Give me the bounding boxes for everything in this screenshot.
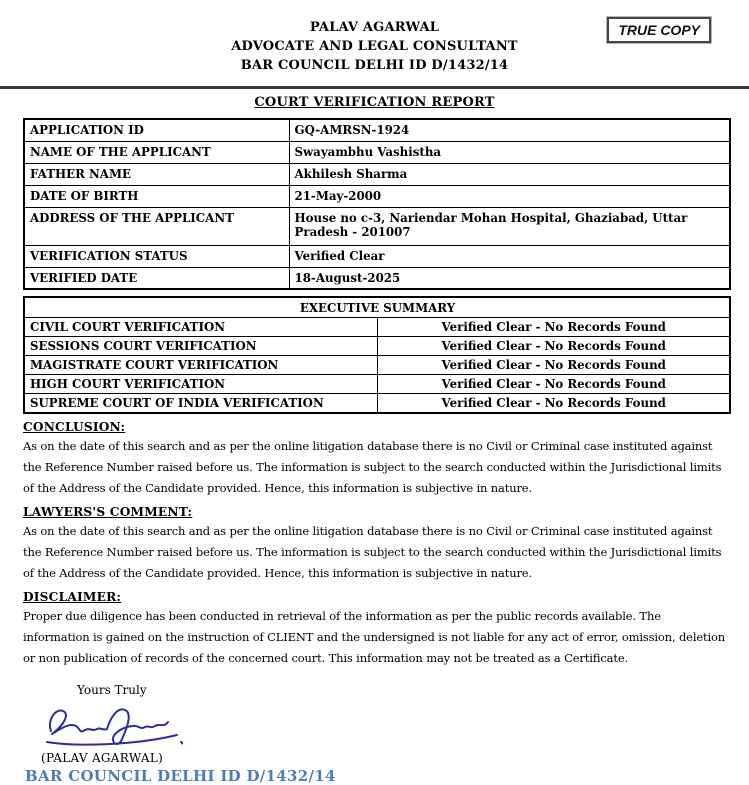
executive-summary-table bbox=[23, 296, 731, 414]
table-row bbox=[24, 141, 730, 163]
detail-label: VERIFIED DATE bbox=[24, 267, 289, 289]
lawyers-comment-body: As on the date of this search and as per the online litigation database there is no Civil or Criminal case instituted against the Reference Number raised before us. The information is subject to the search conducted within the Jurisdictional limits of the Address of the Candidate provided. Hence, this information is subjective in nature. bbox=[23, 524, 722, 580]
header-divider bbox=[0, 86, 749, 89]
detail-value: Swayambhu Vashistha bbox=[289, 141, 730, 163]
table-row bbox=[24, 119, 730, 141]
table-row bbox=[24, 318, 730, 337]
applicant-details-table bbox=[23, 118, 731, 290]
table-row bbox=[24, 163, 730, 185]
court-label: CIVIL COURT VERIFICATION bbox=[24, 318, 377, 337]
detail-label: DATE OF BIRTH bbox=[24, 185, 289, 207]
detail-value: 18-August-2025 bbox=[289, 267, 730, 289]
signatory-name: (PALAV AGARWAL) bbox=[41, 751, 164, 765]
court-label: HIGH COURT VERIFICATION bbox=[24, 375, 377, 394]
lawyers-comment-section bbox=[23, 505, 726, 584]
detail-value: House no c-3, Nariendar Mohan Hospital, Ghaziabad, Uttar Pradesh - 201007 bbox=[289, 207, 730, 245]
letterhead-bar-id: BAR COUNCIL DELHI ID D/1432/14 bbox=[240, 58, 509, 73]
yours-truly-text: Yours Truly bbox=[77, 683, 147, 697]
court-result: Verified Clear - No Records Found bbox=[377, 394, 730, 414]
table-row bbox=[24, 394, 730, 414]
detail-value: GQ-AMRSN-1924 bbox=[289, 119, 730, 141]
disclaimer-section bbox=[23, 590, 726, 669]
conclusion-heading: CONCLUSION: bbox=[23, 420, 126, 434]
disclaimer-body: Proper due diligence has been conducted in retrieval of the information as per the public records available. The information is gained on the instruction of CLIENT and the undersigned is not liable for any act of error, omission, deletion or non publication of records of the concerned court. This information may not be treated as a Certificate. bbox=[23, 609, 726, 665]
conclusion-body: As on the date of this search and as per the online litigation database there is no Civil or Criminal case instituted against the Reference Number raised before us. The information is subject to the search conducted within the Jurisdictional limits of the Address of the Candidate provided. Hence, this information is subjective in nature. bbox=[23, 439, 722, 495]
table-header-row bbox=[24, 297, 730, 318]
signatory-bar-id: BAR COUNCIL DELHI ID D/1432/14 bbox=[25, 767, 336, 785]
court-label: SUPREME COURT OF INDIA VERIFICATION bbox=[24, 394, 377, 414]
executive-summary-title: EXECUTIVE SUMMARY bbox=[24, 297, 730, 318]
court-label: MAGISTRATE COURT VERIFICATION bbox=[24, 356, 377, 375]
report-title: COURT VERIFICATION REPORT bbox=[254, 95, 495, 110]
table-row bbox=[24, 337, 730, 356]
table-row bbox=[24, 245, 730, 267]
court-result: Verified Clear - No Records Found bbox=[377, 375, 730, 394]
court-result: Verified Clear - No Records Found bbox=[377, 356, 730, 375]
detail-value: Akhilesh Sharma bbox=[289, 163, 730, 185]
detail-label: APPLICATION ID bbox=[24, 119, 289, 141]
court-result: Verified Clear - No Records Found bbox=[377, 337, 730, 356]
detail-value: Verified Clear bbox=[289, 245, 730, 267]
disclaimer-heading: DISCLAIMER: bbox=[23, 590, 122, 604]
signature-ink bbox=[37, 701, 192, 751]
table-row bbox=[24, 185, 730, 207]
table-row bbox=[24, 356, 730, 375]
letterhead-title: ADVOCATE AND LEGAL CONSULTANT bbox=[231, 39, 518, 54]
detail-label: ADDRESS OF THE APPLICANT bbox=[24, 207, 289, 245]
court-result: Verified Clear - No Records Found bbox=[377, 318, 730, 337]
true-copy-stamp: TRUE COPY bbox=[607, 17, 711, 43]
table-row bbox=[24, 207, 730, 245]
lawyers-comment-heading: LAWYERS'S COMMENT: bbox=[23, 505, 193, 519]
letterhead-name: PALAV AGARWAL bbox=[309, 20, 440, 35]
detail-label: FATHER NAME bbox=[24, 163, 289, 185]
detail-label: VERIFICATION STATUS bbox=[24, 245, 289, 267]
table-row bbox=[24, 267, 730, 289]
court-label: SESSIONS COURT VERIFICATION bbox=[24, 337, 377, 356]
detail-label: NAME OF THE APPLICANT bbox=[24, 141, 289, 163]
closing-block bbox=[23, 683, 726, 785]
conclusion-section bbox=[23, 420, 726, 499]
table-row bbox=[24, 375, 730, 394]
detail-value: 21-May-2000 bbox=[289, 185, 730, 207]
